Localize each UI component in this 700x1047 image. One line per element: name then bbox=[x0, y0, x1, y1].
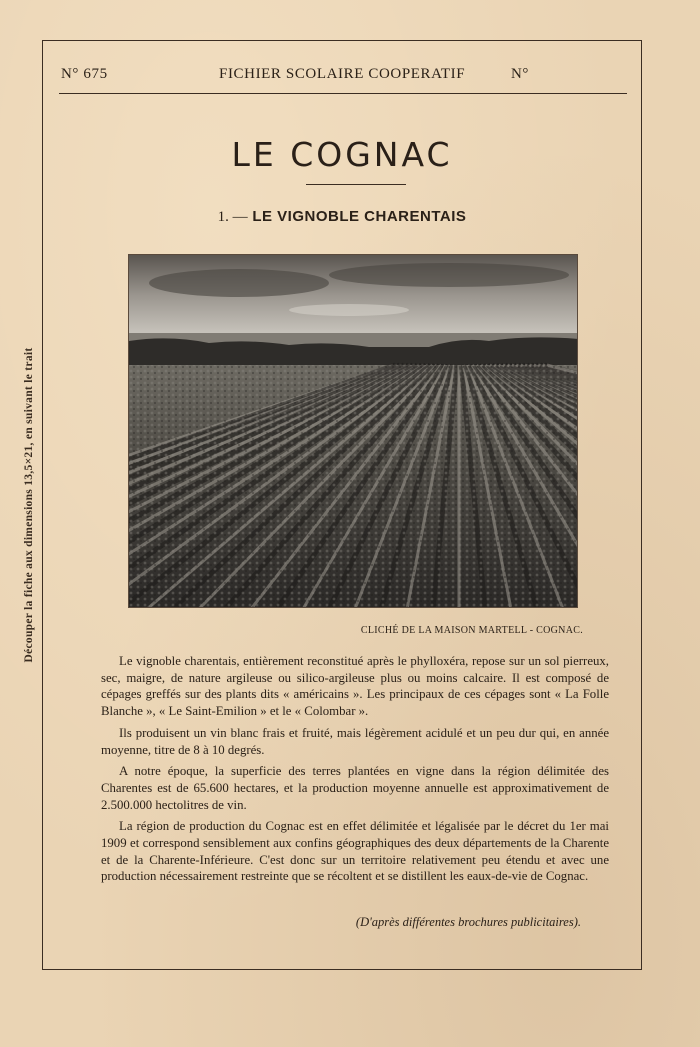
section-text: LE VIGNOBLE CHARENTAIS bbox=[252, 208, 467, 225]
number-label: N° bbox=[511, 66, 530, 82]
paragraph-1: Le vignoble charentais, entièrement reconstitué après le phylloxéra, repose sur un sol pierreux, sec, maigre, de nature argileuse ou silico-argileuse plus ou moins calcaire. Il est composé de cépages greffés sur des plants dits « américains ». Les principaux de ces cépages sont « La Folle Blanche », « Le Saint-Emilion » et le « Colombar ». bbox=[101, 654, 609, 719]
paragraph-4: La région de production du Cognac est en effet délimitée et légalisée par le décret du 1er mai 1909 et correspond sensiblement aux confins géographiques des deux départements de la Charente et de la Charente-Inférieure. C'est donc sur un territoire relativement peu étendu et avec une production nécessairement restreinte que se récoltent et se distillent les eaux-de-vie de Cognac. bbox=[101, 819, 609, 884]
source-citation: (D'après différentes brochures publicitaires). bbox=[355, 915, 581, 929]
page-title: LE COGNAC bbox=[231, 135, 453, 174]
vineyard-photo bbox=[128, 254, 578, 608]
paragraph-2: Ils produisent un vin blanc frais et fruité, mais légèrement acidulé et un peu dur qui, en année moyenne, titre de 8 à 10 degrés. bbox=[101, 725, 609, 757]
title-divider bbox=[306, 184, 406, 185]
section-title bbox=[43, 207, 641, 226]
card-number: N° 675 bbox=[61, 66, 108, 82]
section-number: 1. — bbox=[217, 209, 248, 225]
paragraph-3: A notre époque, la superficie des terres plantées en vigne dans la région délimitée des Charentes est de 65.600 hectares, et la production moyenne annuelle est approximativement de 2.500.000 hectolitres de vin. bbox=[101, 764, 609, 812]
card-header bbox=[59, 63, 627, 94]
photo-caption: CLICHÉ DE LA MAISON MARTELL - COGNAC. bbox=[360, 625, 583, 636]
collection-title: FICHIER SCOLAIRE COOPERATIF bbox=[219, 66, 466, 82]
index-card bbox=[42, 40, 642, 970]
cut-instruction-text: Découper la fiche aux dimensions 13,5×21, en suivant le trait bbox=[23, 347, 35, 663]
article-body bbox=[101, 653, 609, 890]
